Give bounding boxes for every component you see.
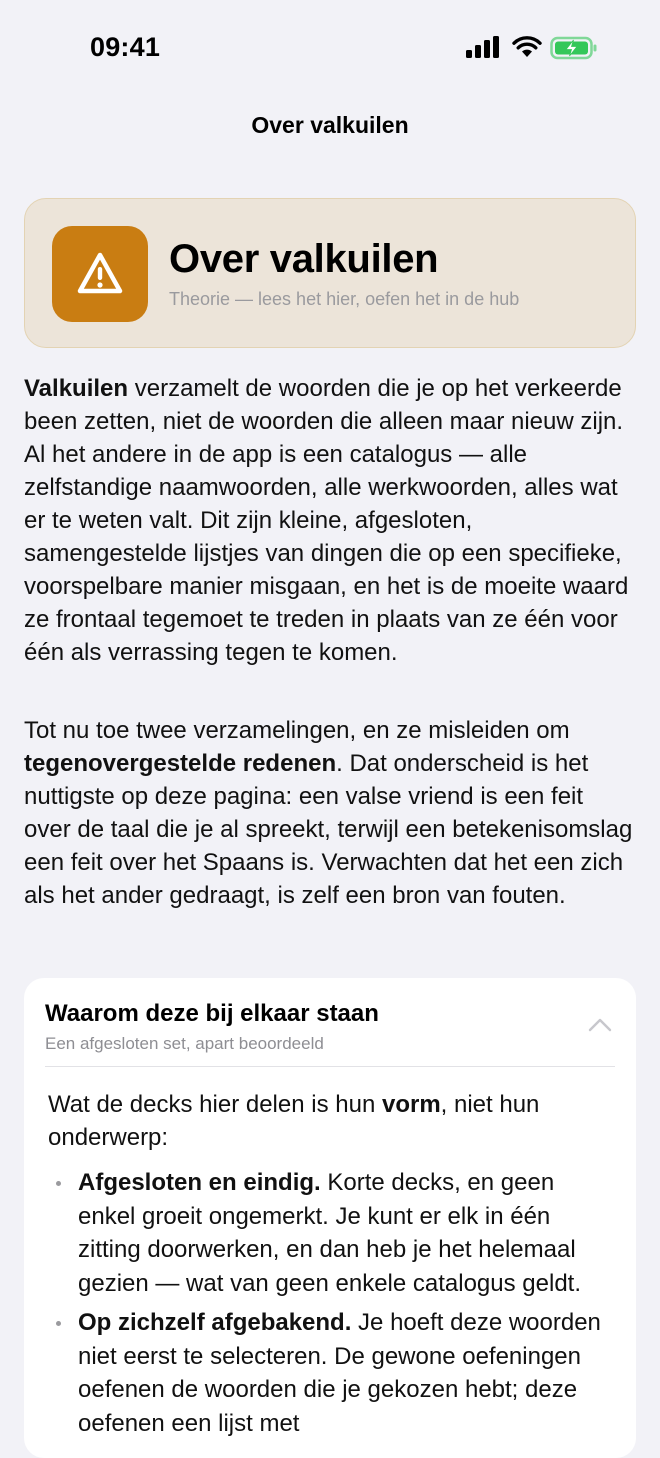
bullet-text: Je hoeft deze woorden niet eerst te selecteren. De gewone oefeningen oefenen de woorden die je gekozen hebt; deze oefenen een lijst met — [78, 1309, 601, 1437]
section-title: Waarom deze bij elkaar staan — [45, 1000, 379, 1027]
section-bullet-list — [48, 1166, 618, 1446]
battery-charging-icon — [550, 36, 598, 60]
bullet-bold: Afgesloten en eindig. — [78, 1169, 321, 1196]
hero-card — [24, 198, 636, 348]
list-item — [48, 1166, 618, 1300]
hero-subtitle: Theorie — lees het hier, oefen het in de hub — [169, 289, 520, 309]
wifi-icon — [512, 36, 542, 58]
section-subtitle: Een afgesloten set, apart beoordeeld — [45, 1034, 324, 1053]
bullet-text: Korte decks, en geen enkel groeit ongemerkt. Je kunt er elk in één zitting doorwerken, en dan heb je het helemaal gezien — wat van geen enkele catalogus geldt. — [78, 1169, 582, 1297]
section-intro — [48, 1088, 548, 1154]
warning-triangle-icon — [76, 250, 124, 298]
section-card — [24, 978, 636, 1458]
hero-icon-tile — [52, 226, 148, 322]
hero-title: Over valkuilen — [169, 237, 439, 281]
intro-paragraph-2 — [24, 714, 636, 912]
cellular-signal-icon — [466, 36, 502, 58]
section-intro-rest: , niet hun onderwerp: — [48, 1091, 540, 1151]
chevron-up-icon[interactable] — [588, 1018, 612, 1032]
nav-title: Over valkuilen — [251, 112, 409, 138]
list-item — [48, 1306, 618, 1440]
section-divider — [45, 1066, 615, 1067]
status-time: 09:41 — [90, 32, 161, 62]
intro-bold-term: Valkuilen — [24, 375, 129, 402]
section-intro-start: Wat de decks hier delen is hun — [48, 1091, 382, 1118]
intro-paragraph-1-text: verzamelt de woorden die je op het verkeerde been zetten, niet de woorden die alleen maar nieuw zijn. Al het andere in de app is een catalogus — alle zelfstandige naamwoorden, alle werkwoorden, alles wat er te weten valt. Dit zijn kleine, afgesloten, samengestelde lijstjes van dingen die op een specifieke, voorspelbare manier misgaan, en het is de moeite waard ze frontaal tegemoet te treden in plaats van ze één voor één als verrassing tegen te komen. — [24, 375, 629, 666]
bullet-dot — [56, 1321, 61, 1326]
section-intro-bold: vorm — [381, 1091, 441, 1118]
bullet-bold: Op zichzelf afgebakend. — [78, 1309, 352, 1336]
status-bar — [0, 0, 660, 96]
intro-paragraph-2-bold: tegenovergestelde redenen — [24, 750, 337, 777]
intro-paragraph-2-start: Tot nu toe twee verzamelingen, en ze misleiden om — [24, 717, 570, 744]
intro-paragraph-2-rest: . Dat onderscheid is het nuttigste op deze pagina: een valse vriend is een feit over de taal die je al spreekt, terwijl een betekenisomslag een feit over het Spaans is. Verwachten dat het een zich als het ander gedraagt, is zelf een bron van fouten. — [24, 750, 633, 909]
intro-paragraph-1 — [24, 372, 636, 669]
bullet-dot — [56, 1181, 61, 1186]
